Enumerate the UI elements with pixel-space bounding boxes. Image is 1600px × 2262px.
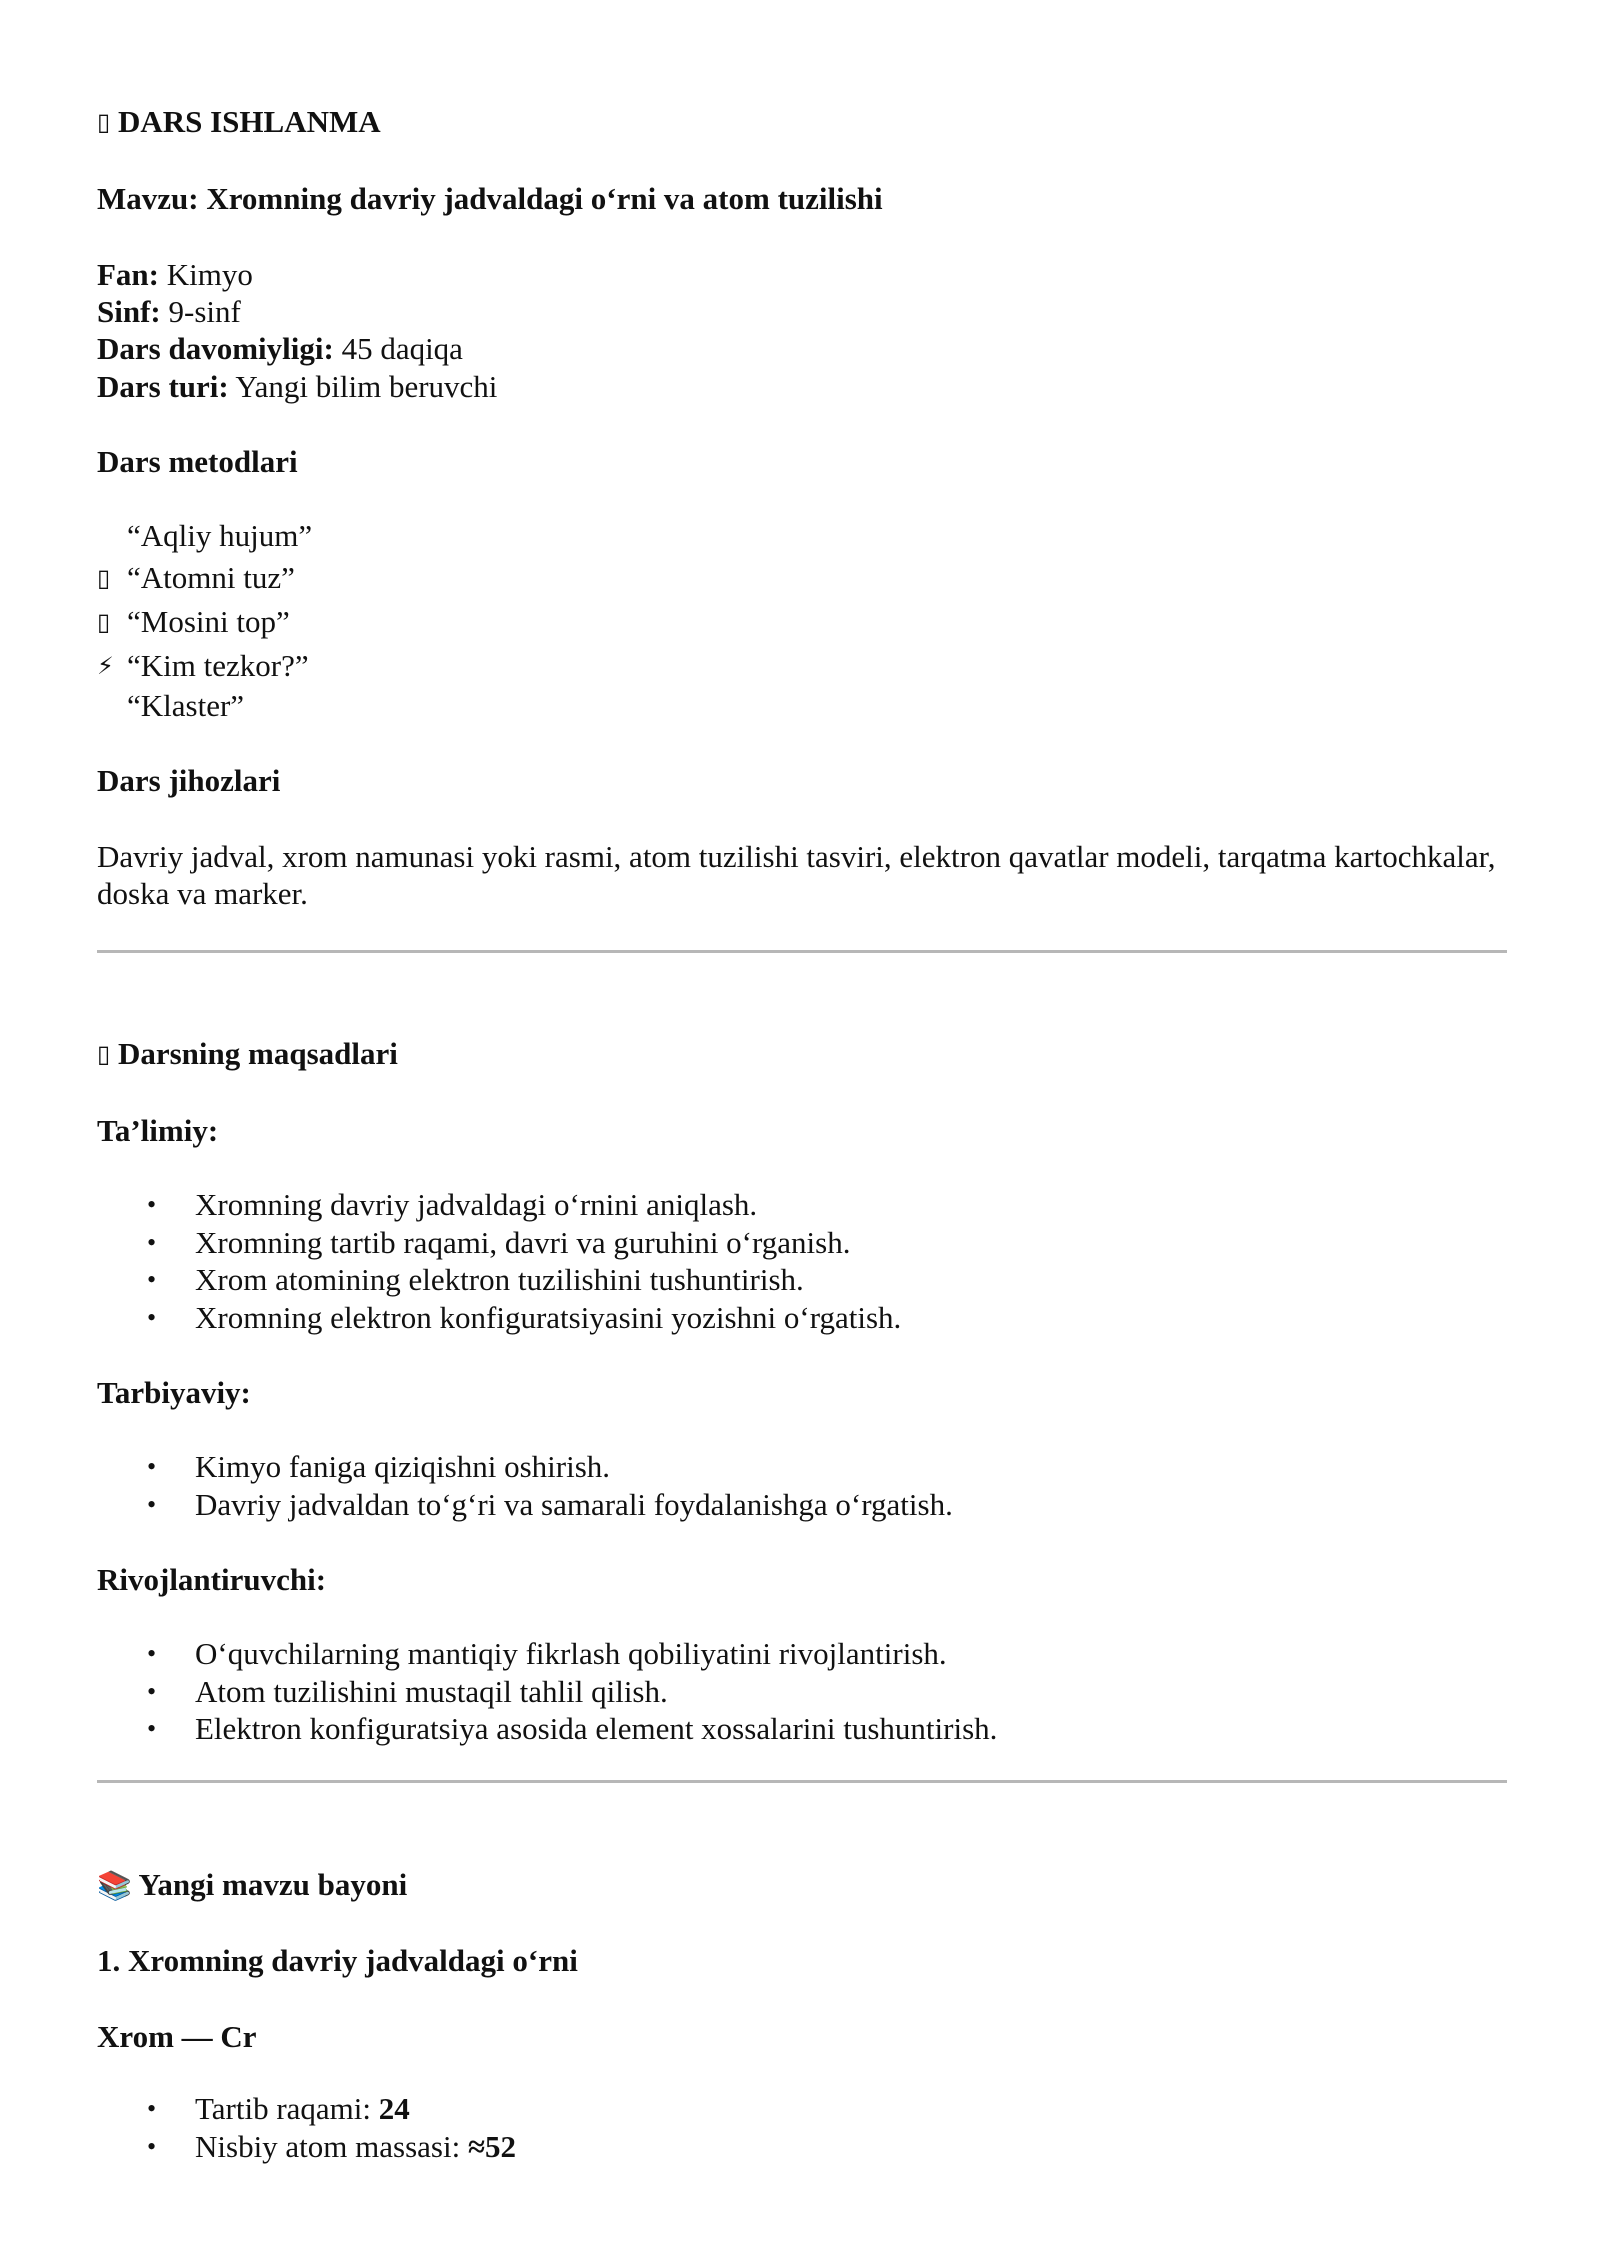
list-item: • O‘quvchilarning mantiqiy fikrlash qobiliyatini rivojlantirish. <box>147 1636 947 1671</box>
list-item: • Xromning davriy jadvaldagi o‘rnini aniqlash. <box>147 1187 758 1222</box>
list-item: • Atom tuzilishini mustaqil tahlil qilish. <box>147 1673 668 1709</box>
list-item: • Nisbiy atom massasi: ≈52 <box>147 2128 516 2164</box>
atom-icon: ▯ <box>97 564 111 592</box>
document-title: ▯ DARS ISHLANMA <box>97 104 381 139</box>
books-icon: 📚 <box>97 1869 132 1902</box>
list-item: • Xrom atomining elektron tuzilishini tushuntirish. <box>147 1262 804 1297</box>
equipment-text: Davriy jadval, xrom namunasi yoki rasmi, atom tuzilishi tasviri, elektron qavatlar modeli, tarqatma kartochkalar, doska va marker. <box>97 839 1496 911</box>
method-item: ▯ “Atomni tuz” <box>97 557 295 598</box>
method-item: ⚡ “Kim tezkor?” <box>97 645 309 686</box>
list-item: • Xromning elektron konfiguratsiyasini yozishni o‘rgatish. <box>147 1299 902 1335</box>
lightning-icon: ⚡ <box>97 652 114 680</box>
divider <box>97 950 1507 953</box>
element-title: Xrom — Cr <box>97 2019 257 2054</box>
methods-heading: Dars metodlari <box>97 444 298 479</box>
puzzle-icon: ▯ <box>97 608 111 636</box>
upbringing-heading: Tarbiyaviy: <box>97 1375 251 1410</box>
method-item: “Klaster” <box>127 688 245 723</box>
method-item: ▯ “Mosini top” <box>97 601 290 642</box>
educational-list <box>0 1186 1600 1336</box>
new-topic-heading: 📚 Yangi mavzu bayoni <box>97 1867 408 1902</box>
list-item: • Xromning tartib raqami, davri va guruhini o‘rganish. <box>147 1224 851 1260</box>
info-subject: Fan: Kimyo <box>97 257 253 292</box>
element-facts <box>0 2090 1600 2165</box>
list-item: • Davriy jadvaldan to‘g‘ri va samarali foydalanishga o‘rgatish. <box>147 1486 953 1522</box>
goals-heading: ▯ Darsning maqsadlari <box>97 1036 398 1071</box>
educational-heading: Ta’limiy: <box>97 1113 219 1148</box>
divider <box>97 1780 1507 1783</box>
list-item: • Tartib raqami: 24 <box>147 2091 410 2126</box>
section-title: 1. Xromning davriy jadvaldagi o‘rni <box>97 1943 578 1978</box>
method-item: “Aqliy hujum” <box>127 518 313 553</box>
info-grade: Sinf: 9-sinf <box>97 294 241 329</box>
info-duration: Dars davomiyligi: 45 daqiqa <box>97 331 463 366</box>
developmental-heading: Rivojlantiruvchi: <box>97 1562 327 1597</box>
list-item: • Kimyo faniga qiziqishni oshirish. <box>147 1449 611 1484</box>
list-item: • Elektron konfiguratsiya asosida element xossalarini tushuntirish. <box>147 1711 998 1746</box>
target-icon: ▯ <box>97 1040 111 1068</box>
info-type: Dars turi: Yangi bilim beruvchi <box>97 369 498 404</box>
upbringing-list <box>0 1448 1600 1523</box>
developmental-list <box>0 1635 1600 1748</box>
equipment-heading: Dars jihozlari <box>97 763 281 798</box>
clipboard-icon: ▯ <box>97 108 111 136</box>
topic-line: Mavzu: Xromning davriy jadvaldagi o‘rni va atom tuzilishi <box>97 181 883 216</box>
